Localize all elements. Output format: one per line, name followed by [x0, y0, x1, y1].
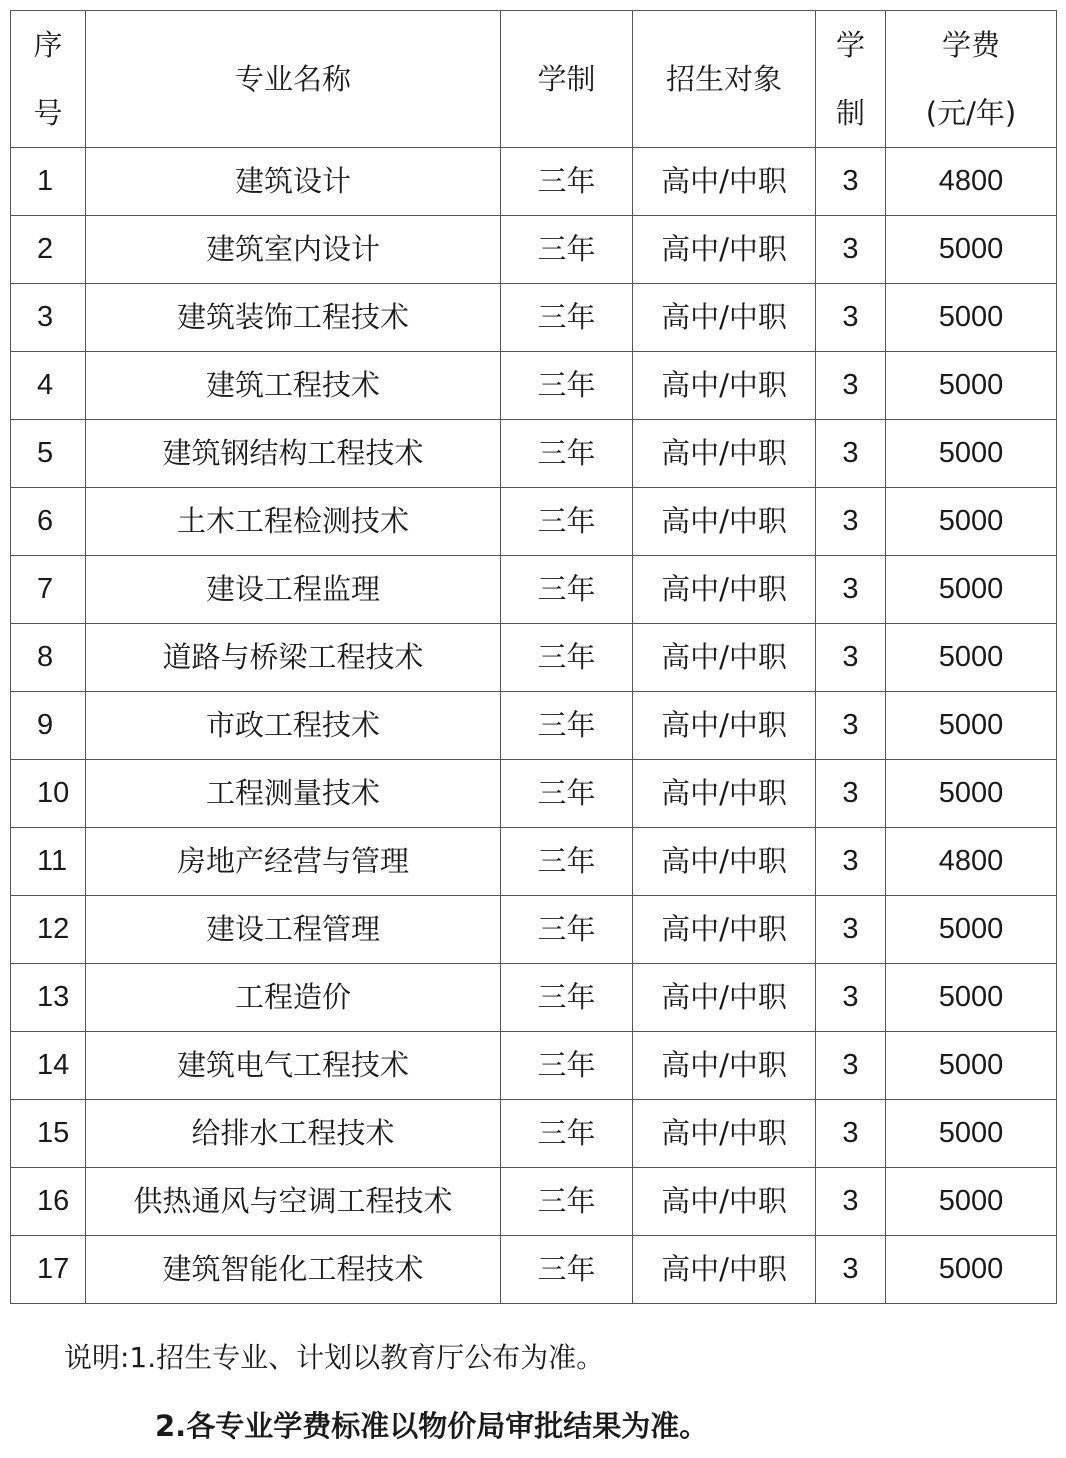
- row-major: 建筑装饰工程技术: [86, 284, 501, 352]
- row-major: 土木工程检测技术: [86, 488, 501, 556]
- table-row: [11, 488, 1057, 556]
- row-years: 3: [816, 1032, 886, 1100]
- table-row: [11, 352, 1057, 420]
- row-years: 3: [816, 964, 886, 1032]
- row-fee: 5000: [886, 284, 1057, 352]
- row-years: 3: [816, 420, 886, 488]
- header-fee: [886, 11, 1057, 148]
- row-fee: 5000: [886, 216, 1057, 284]
- header-duration: 学制: [501, 11, 633, 148]
- header-major: 专业名称: [86, 11, 501, 148]
- row-target: 高中/中职: [633, 488, 816, 556]
- row-index: 12: [11, 896, 86, 964]
- row-fee: 5000: [886, 1100, 1057, 1168]
- header-target: 招生对象: [633, 11, 816, 148]
- row-major: 建筑工程技术: [86, 352, 501, 420]
- table-row: [11, 284, 1057, 352]
- row-fee: 5000: [886, 1168, 1057, 1236]
- header-index-line2: 号: [33, 96, 63, 130]
- row-index: 1: [11, 148, 86, 216]
- row-years: 3: [816, 760, 886, 828]
- table-row: [11, 1032, 1057, 1100]
- row-major: 供热通风与空调工程技术: [86, 1168, 501, 1236]
- row-duration: 三年: [501, 828, 633, 896]
- header-index-line1: 序: [33, 28, 63, 62]
- row-target: 高中/中职: [633, 556, 816, 624]
- table-row: [11, 420, 1057, 488]
- header-fee-line1: 学费: [941, 28, 1000, 62]
- row-target: 高中/中职: [633, 352, 816, 420]
- table-row: [11, 1236, 1057, 1304]
- row-duration: 三年: [501, 352, 633, 420]
- row-duration: 三年: [501, 420, 633, 488]
- row-target: 高中/中职: [633, 964, 816, 1032]
- header-index: [11, 11, 86, 148]
- header-years: [816, 11, 886, 148]
- row-major: 建筑设计: [86, 148, 501, 216]
- row-target: 高中/中职: [633, 692, 816, 760]
- row-major: 市政工程技术: [86, 692, 501, 760]
- table-row: [11, 896, 1057, 964]
- table-row: [11, 216, 1057, 284]
- row-index: 4: [11, 352, 86, 420]
- header-years-line1: 学: [835, 28, 865, 62]
- row-fee: 4800: [886, 828, 1057, 896]
- row-fee: 5000: [886, 1236, 1057, 1304]
- admissions-table: [10, 10, 1057, 1304]
- row-target: 高中/中职: [633, 284, 816, 352]
- row-years: 3: [816, 1100, 886, 1168]
- row-years: 3: [816, 148, 886, 216]
- row-fee: 5000: [886, 692, 1057, 760]
- row-years: 3: [816, 556, 886, 624]
- row-target: 高中/中职: [633, 1236, 816, 1304]
- row-target: 高中/中职: [633, 1032, 816, 1100]
- row-index: 8: [11, 624, 86, 692]
- row-target: 高中/中职: [633, 420, 816, 488]
- row-index: 2: [11, 216, 86, 284]
- row-index: 11: [11, 828, 86, 896]
- row-major: 工程造价: [86, 964, 501, 1032]
- row-duration: 三年: [501, 1032, 633, 1100]
- table-body: [11, 148, 1057, 1304]
- row-major: 房地产经营与管理: [86, 828, 501, 896]
- row-fee: 5000: [886, 896, 1057, 964]
- row-years: 3: [816, 624, 886, 692]
- table-row: [11, 1168, 1057, 1236]
- row-fee: 5000: [886, 1032, 1057, 1100]
- table-row: [11, 760, 1057, 828]
- row-fee: 5000: [886, 420, 1057, 488]
- row-index: 10: [11, 760, 86, 828]
- table-row: [11, 1100, 1057, 1168]
- row-major: 建筑智能化工程技术: [86, 1236, 501, 1304]
- row-duration: 三年: [501, 896, 633, 964]
- table-header-row: [11, 11, 1057, 148]
- row-target: 高中/中职: [633, 1168, 816, 1236]
- header-fee-line2: (元/年): [925, 96, 1017, 130]
- row-duration: 三年: [501, 692, 633, 760]
- row-years: 3: [816, 352, 886, 420]
- row-major: 建设工程管理: [86, 896, 501, 964]
- note-admissions-plan: 说明:1.招生专业、计划以教育厅公布为准。: [64, 1341, 605, 1374]
- row-duration: 三年: [501, 216, 633, 284]
- table-row: [11, 692, 1057, 760]
- row-fee: 5000: [886, 556, 1057, 624]
- row-index: 3: [11, 284, 86, 352]
- row-duration: 三年: [501, 148, 633, 216]
- row-major: 给排水工程技术: [86, 1100, 501, 1168]
- row-target: 高中/中职: [633, 216, 816, 284]
- row-target: 高中/中职: [633, 760, 816, 828]
- row-duration: 三年: [501, 760, 633, 828]
- row-major: 建筑室内设计: [86, 216, 501, 284]
- row-duration: 三年: [501, 1236, 633, 1304]
- row-years: 3: [816, 828, 886, 896]
- row-major: 工程测量技术: [86, 760, 501, 828]
- row-fee: 5000: [886, 760, 1057, 828]
- row-index: 13: [11, 964, 86, 1032]
- table-row: [11, 624, 1057, 692]
- row-duration: 三年: [501, 624, 633, 692]
- row-years: 3: [816, 896, 886, 964]
- row-index: 17: [11, 1236, 86, 1304]
- note-tuition-standard: 2.各专业学费标准以物价局审批结果为准。: [155, 1409, 709, 1443]
- row-years: 3: [816, 284, 886, 352]
- table-row: [11, 556, 1057, 624]
- row-target: 高中/中职: [633, 624, 816, 692]
- row-years: 3: [816, 692, 886, 760]
- row-target: 高中/中职: [633, 148, 816, 216]
- row-target: 高中/中职: [633, 896, 816, 964]
- row-fee: 5000: [886, 624, 1057, 692]
- row-fee: 5000: [886, 964, 1057, 1032]
- table-row: [11, 148, 1057, 216]
- row-duration: 三年: [501, 284, 633, 352]
- row-duration: 三年: [501, 556, 633, 624]
- row-index: 6: [11, 488, 86, 556]
- row-index: 14: [11, 1032, 86, 1100]
- row-index: 16: [11, 1168, 86, 1236]
- row-index: 5: [11, 420, 86, 488]
- row-index: 7: [11, 556, 86, 624]
- row-target: 高中/中职: [633, 1100, 816, 1168]
- row-target: 高中/中职: [633, 828, 816, 896]
- row-index: 15: [11, 1100, 86, 1168]
- row-duration: 三年: [501, 1100, 633, 1168]
- row-fee: 4800: [886, 148, 1057, 216]
- row-major: 建设工程监理: [86, 556, 501, 624]
- row-duration: 三年: [501, 1168, 633, 1236]
- row-years: 3: [816, 1236, 886, 1304]
- table-row: [11, 964, 1057, 1032]
- row-major: 建筑电气工程技术: [86, 1032, 501, 1100]
- header-years-line2: 制: [835, 96, 865, 130]
- row-index: 9: [11, 692, 86, 760]
- row-years: 3: [816, 1168, 886, 1236]
- row-major: 建筑钢结构工程技术: [86, 420, 501, 488]
- row-years: 3: [816, 216, 886, 284]
- table-row: [11, 828, 1057, 896]
- row-fee: 5000: [886, 488, 1057, 556]
- row-duration: 三年: [501, 964, 633, 1032]
- row-major: 道路与桥梁工程技术: [86, 624, 501, 692]
- row-years: 3: [816, 488, 886, 556]
- row-fee: 5000: [886, 352, 1057, 420]
- row-duration: 三年: [501, 488, 633, 556]
